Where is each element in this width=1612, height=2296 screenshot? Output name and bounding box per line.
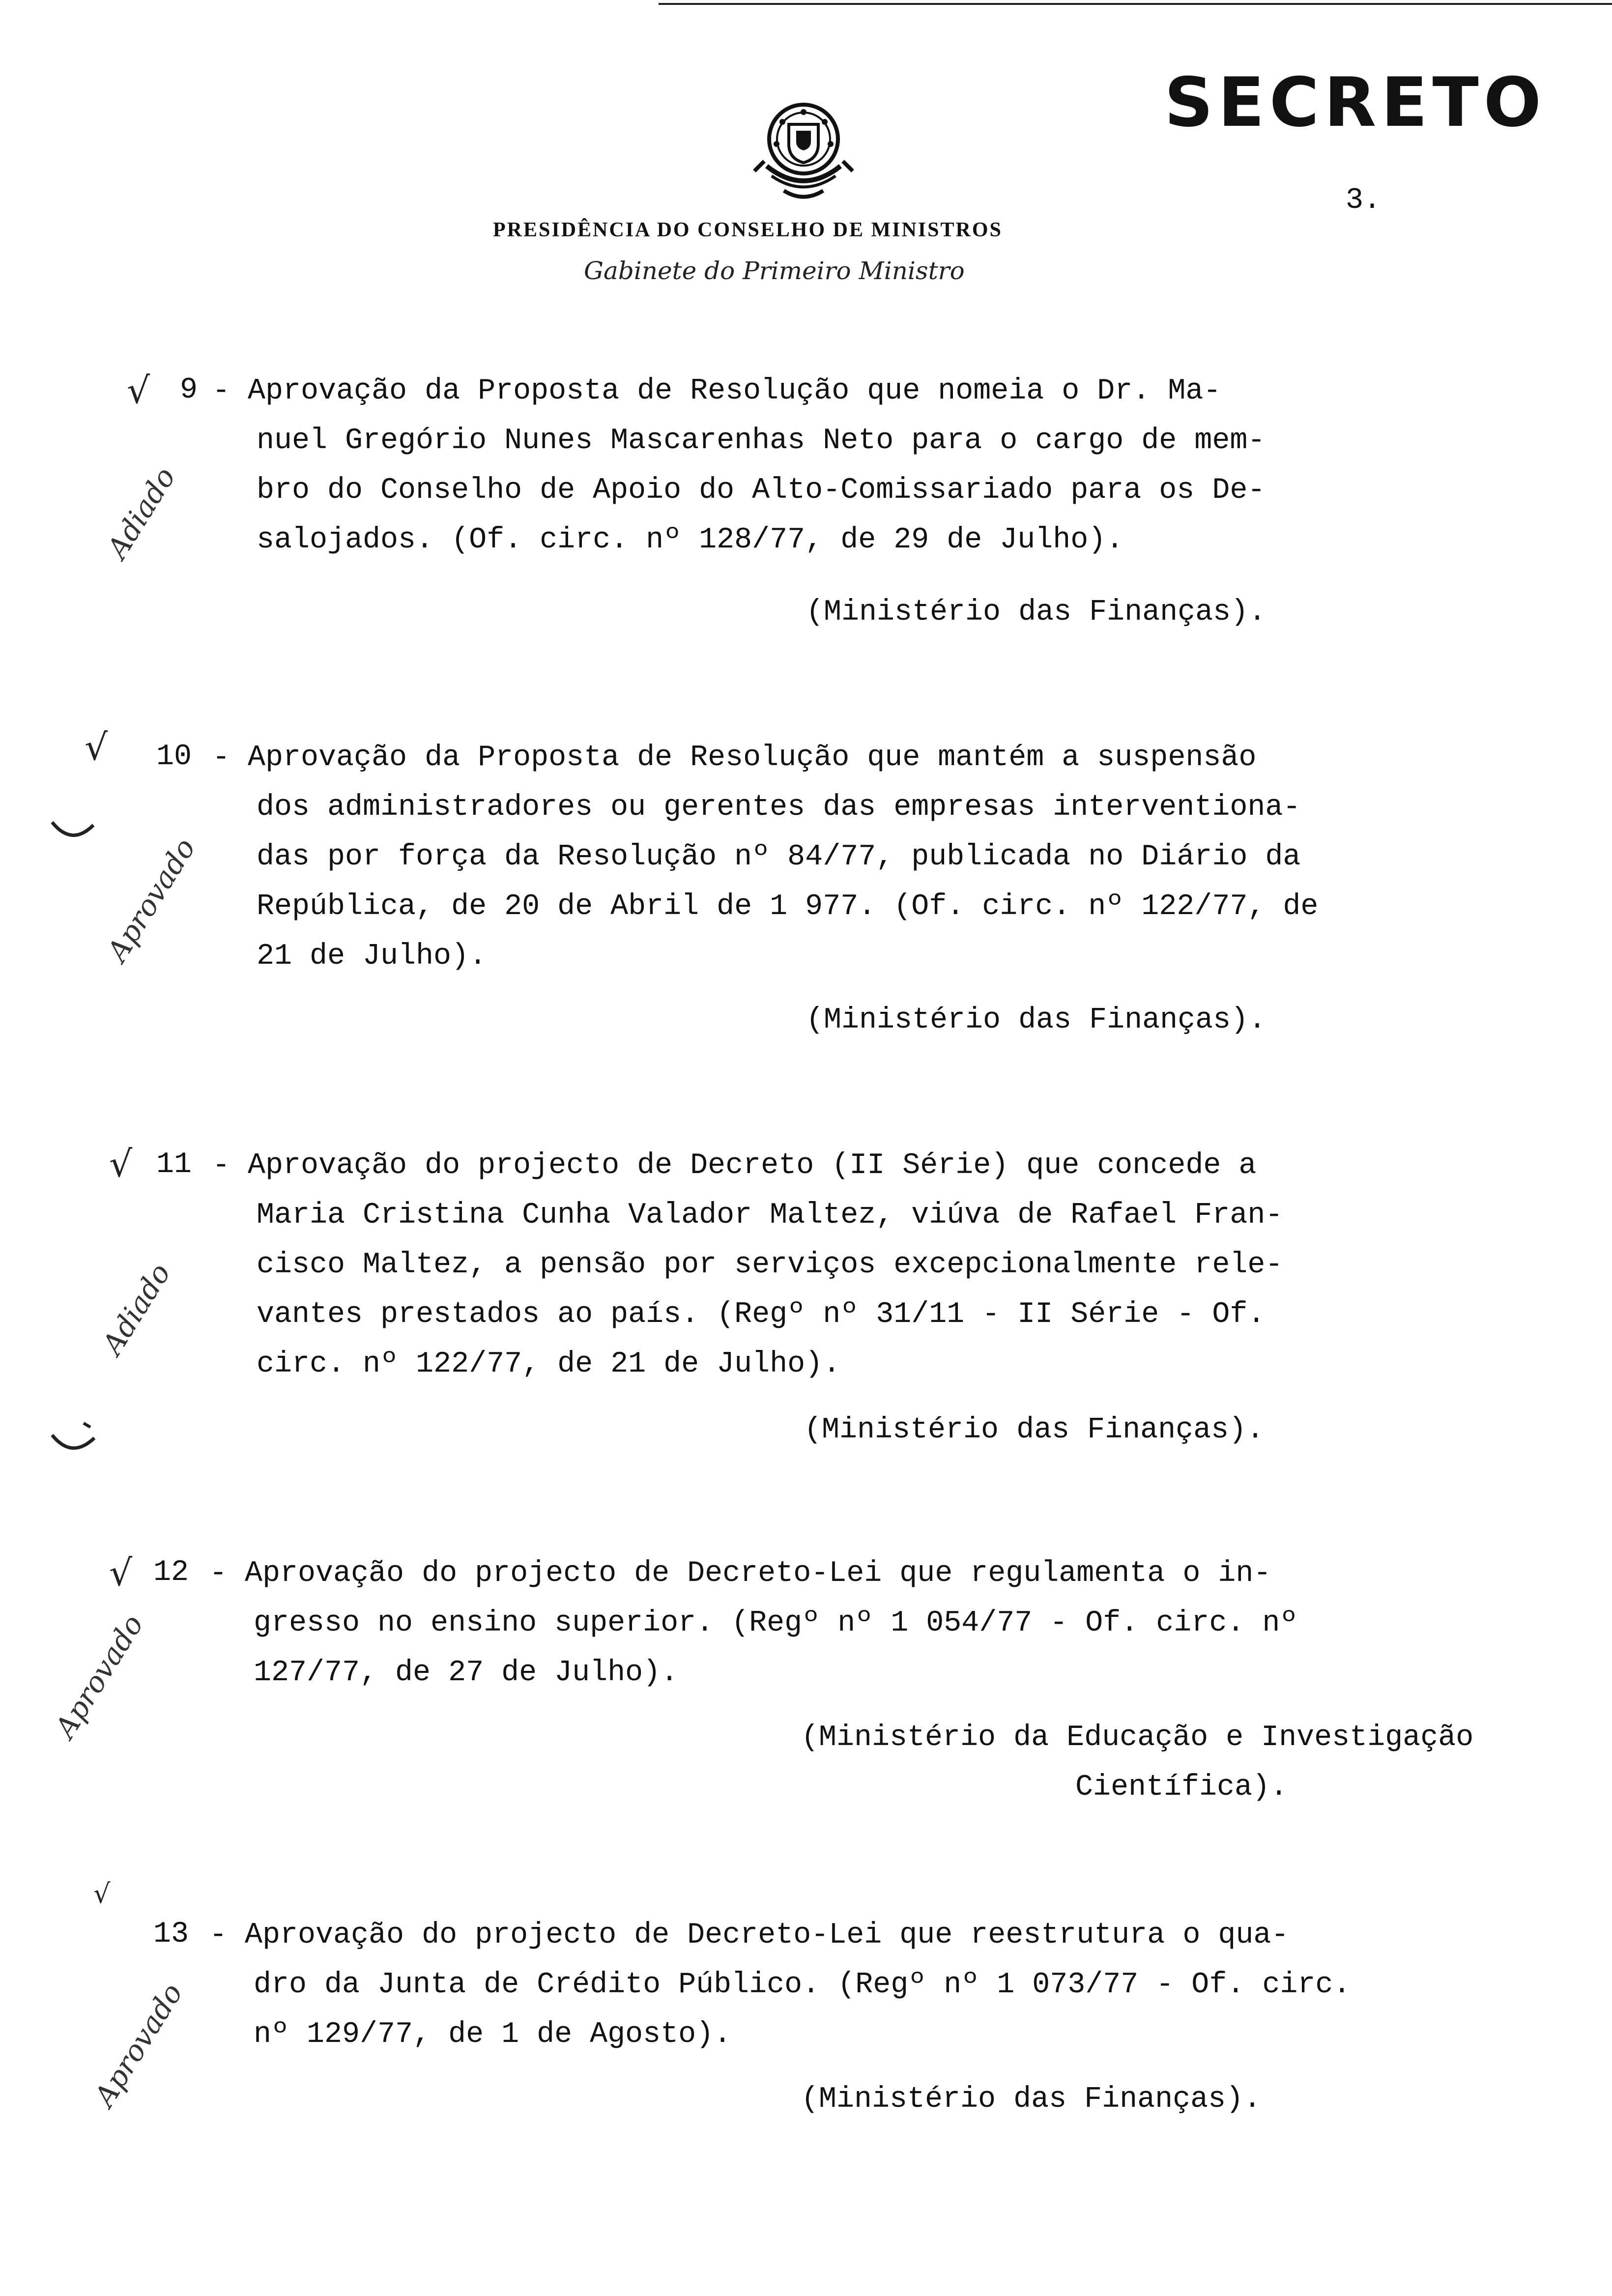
handwritten-note: Adiado [100, 461, 182, 564]
item-number: 11 [156, 1148, 192, 1181]
item-number: 9 [180, 373, 198, 407]
item-text: - Aprovação da Proposta de Resolução que nomeia o Dr. Ma- nuel Gregório Nunes Mascarenhas Neto para o cargo de mem- bro do Conselho de Apoio do Alto-Comissariado para os De- salojados. (Of. circ. nº 128/77, de 29 de Julho). [212, 374, 1266, 557]
item-ministry: (Ministério das Finanças). [804, 1413, 1265, 1447]
item-number: 10 [156, 740, 192, 774]
item-text: - Aprovação do projecto de Decreto-Lei que reestrutura o qua- dro da Junta de Crédito Público. (Regº nº 1 073/77 - Of. circ. nº 129/77, de 1 de Agosto). [209, 1919, 1351, 2051]
institution-header: PRESIDÊNCIA DO CONSELHO DE MINISTROS [493, 219, 1003, 241]
check-mark-icon: √ [109, 1143, 133, 1185]
classification-stamp: SECRETO [1164, 63, 1546, 142]
handwritten-note: Aprovado [48, 1608, 150, 1744]
item-ministry: (Ministério das Finanças). [806, 1004, 1267, 1037]
item-text: - Aprovação da Proposta de Resolução que mantém a suspensão dos administradores ou gerentes das empresas interventiona- das por força da Resolução nº 84/77, publicada no Diário da República, de 20 de Abril de 1 977. (Of. circ. nº 122/77, de 21 de Julho). [212, 741, 1319, 973]
handwritten-note: Aprovado [100, 832, 202, 967]
item-ministry: (Ministério da Educação e Investigação Científica). [801, 1721, 1474, 1804]
item-ministry: (Ministério das Finanças). [806, 596, 1267, 629]
coat-of-arms-icon [737, 92, 870, 210]
page-number: 3. [1346, 184, 1382, 217]
item-number: 12 [153, 1556, 189, 1589]
handwritten-note: Aprovado [87, 1977, 189, 2112]
top-rule [659, 3, 1612, 5]
check-mark-icon: √ [127, 370, 150, 412]
check-mark-icon: √ [109, 1552, 133, 1594]
office-header: Gabinete do Primeiro Ministro [584, 257, 965, 285]
item-text: - Aprovação do projecto de Decreto-Lei que regulamenta o in- gresso no ensino superior. (Regº nº 1 054/77 - Of. circ. nº 127/77, de 27 de Julho). [209, 1557, 1298, 1690]
item-number: 13 [153, 1918, 189, 1951]
pen-mark-icon [49, 818, 96, 848]
check-mark-icon: √ [93, 1878, 111, 1909]
item-ministry: (Ministério das Finanças). [801, 2083, 1262, 2116]
handwritten-note: Adiado [95, 1257, 177, 1360]
item-text: - Aprovação do projecto de Decreto (II Série) que concede a Maria Cristina Cunha Valador Maltez, viúva de Rafael Fran- cisco Maltez, a pensão por serviços excepcionalmente rele- vantes prestados ao país. (Regº nº 31/11 - II Série - Of. circ. nº 122/77, de 21 de Julho). [212, 1149, 1283, 1381]
pen-mark-icon [49, 1420, 98, 1460]
check-mark-icon: √ [85, 726, 108, 769]
